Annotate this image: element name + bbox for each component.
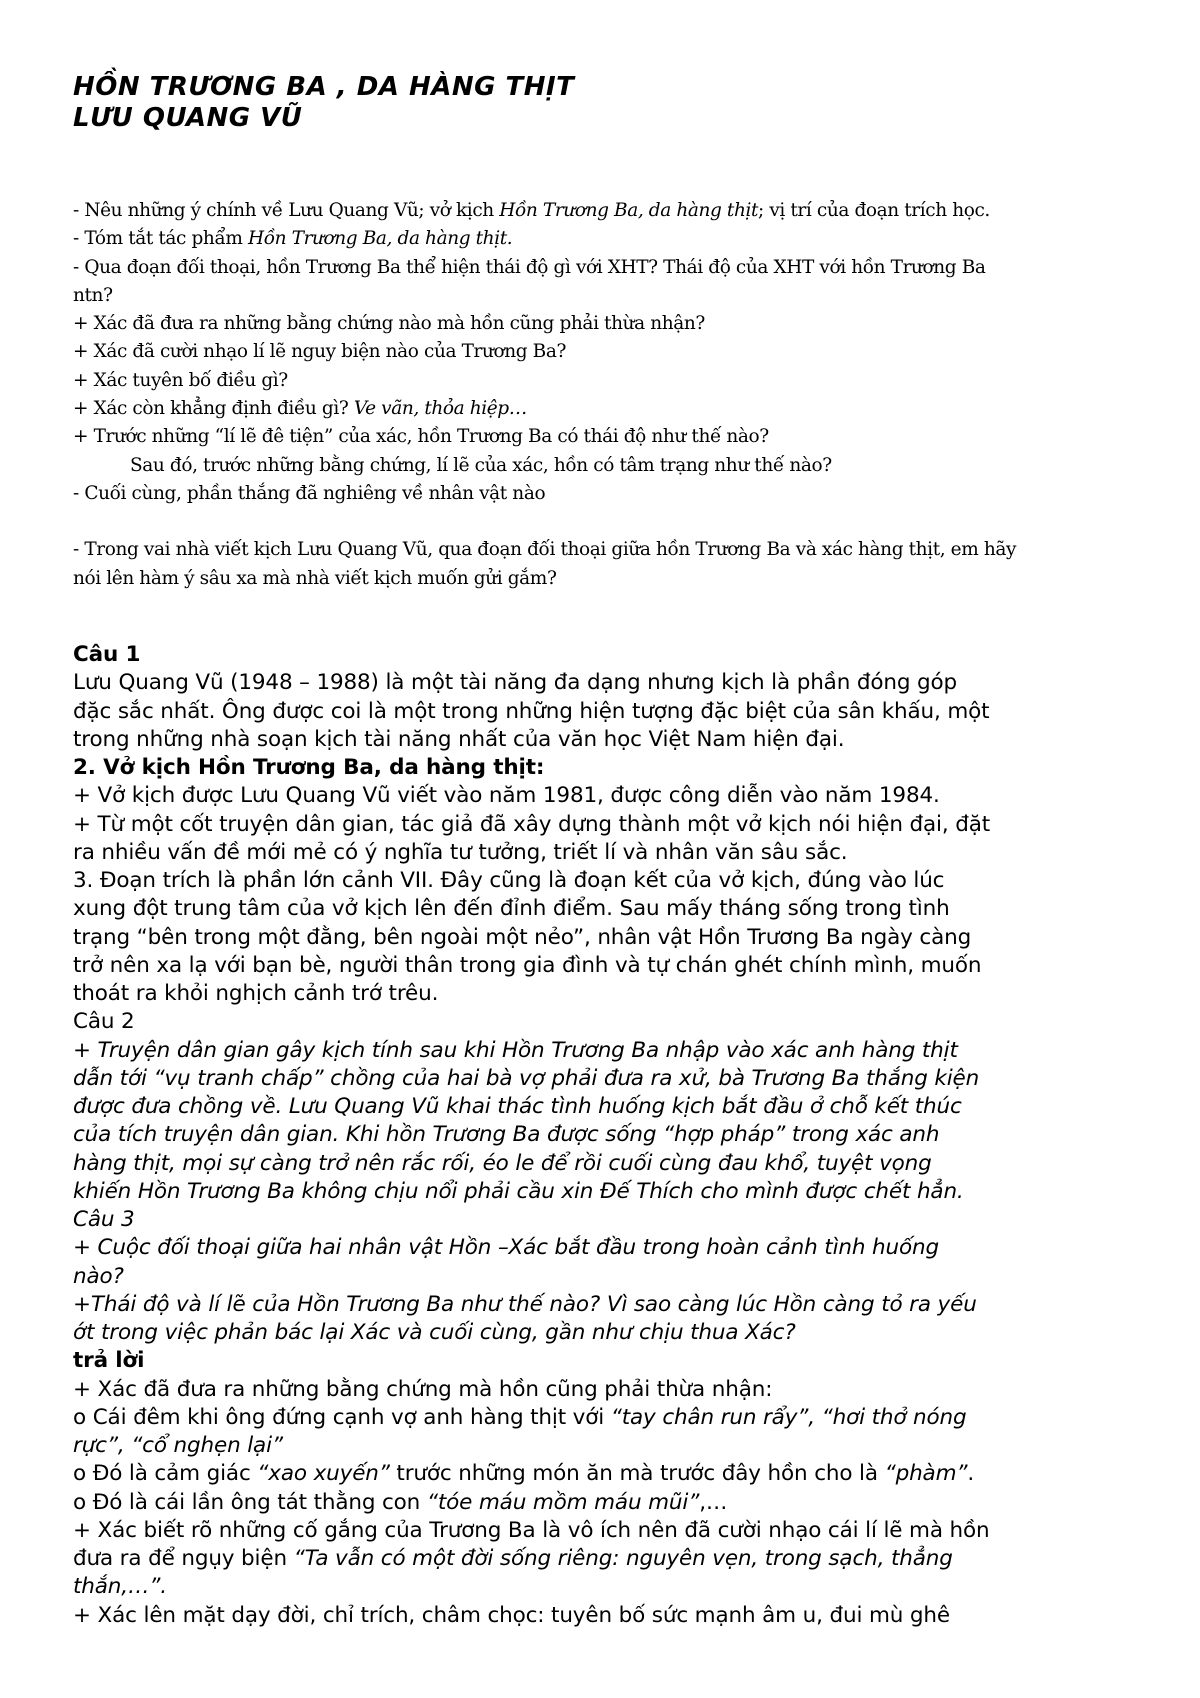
- answer-line: + Từ một cốt truyện dân gian, tác giả đã xây dựng thành một vở kịch nói hiện đại, đặt: [73, 811, 991, 837]
- question-line: + Xác còn khẳng định điều gì? Ve vãn, thỏa hiệp…: [73, 398, 527, 420]
- answer-line: trong những nhà soạn kịch tài năng nhất của văn học Việt Nam hiện đại.: [73, 726, 845, 752]
- question-line: + Trước những “lí lẽ đê tiện” của xác, hồn Trương Ba có thái độ như thế nào?: [73, 426, 769, 448]
- answer-line: + Vở kịch được Lưu Quang Vũ viết vào năm 1981, được công diễn vào năm 1984.: [73, 783, 940, 809]
- answer-line: hàng thịt, mọi sự càng trở nên rắc rối, éo le để rồi cuối cùng đau khổ, tuyệt vọng: [73, 1150, 932, 1176]
- answer-line: đưa ra để ngụy biện “Ta vẫn có một đời sống riêng: nguyên vẹn, trong sạch, thẳng: [73, 1546, 953, 1571]
- answer-section: [73, 641, 1148, 1630]
- title-line-2: LƯU QUANG VŨ: [73, 103, 303, 133]
- answer-line: dẫn tới “vụ tranh chấp” chồng của hai bà vợ phải đưa ra xử, bà Trương Ba thắng kiện: [73, 1065, 980, 1091]
- answer-line: 3. Đoạn trích là phần lớn cảnh VII. Đây cũng là đoạn kết của vở kịch, đúng vào lúc: [73, 868, 945, 893]
- question-line: nói lên hàm ý sâu xa mà nhà viết kịch muốn gửi gắm?: [73, 567, 557, 589]
- question-line: - Cuối cùng, phần thắng đã nghiêng về nhân vật nào: [73, 482, 546, 504]
- question-line: + Xác đã đưa ra những bằng chứng nào mà hồn cũng phải thừa nhận?: [73, 313, 705, 335]
- section-heading: 2. Vở kịch Hồn Trương Ba, da hàng thịt:: [73, 755, 545, 780]
- title-line-1: HỒN TRƯƠNG BA , DA HÀNG THỊT: [73, 72, 575, 102]
- section-heading: Câu 2: [73, 1009, 135, 1035]
- answer-line: thoát ra khỏi nghịch cảnh trớ trêu.: [73, 981, 439, 1006]
- answer-line: + Xác lên mặt dạy đời, chỉ trích, châm chọc: tuyên bố sức mạnh âm u, đui mù ghê: [73, 1602, 950, 1628]
- answer-line: + Xác biết rõ những cố gắng của Trương Ba là vô ích nên đã cười nhạo cái lí lẽ mà hồn: [73, 1517, 990, 1543]
- answer-line: rực”, “cổ nghẹn lại”: [73, 1433, 283, 1458]
- question-line: + Xác đã cười nhạo lí lẽ nguy biện nào của Trương Ba?: [73, 341, 566, 363]
- answer-line: thắn,…”.: [73, 1574, 167, 1600]
- answer-line: +Thái độ và lí lẽ của Hồn Trương Ba như thế nào? Vì sao càng lúc Hồn càng tỏ ra yếu: [73, 1291, 977, 1317]
- section-heading: trả lời: [73, 1348, 145, 1374]
- answer-line: trạng “bên trong một đằng, bên ngoài một nẻo”, nhân vật Hồn Trương Ba ngày càng: [73, 924, 972, 950]
- question-line: - Tóm tắt tác phẩm Hồn Trương Ba, da hàng thịt.: [73, 228, 513, 250]
- answer-line: nào?: [73, 1263, 124, 1289]
- answer-line: + Xác đã đưa ra những bằng chứng mà hồn cũng phải thừa nhận:: [73, 1376, 773, 1402]
- section-heading: Câu 3: [73, 1207, 135, 1232]
- answer-line: trở nên xa lạ với bạn bè, người thân trong gia đình và tự chán ghét chính mình, muốn: [73, 952, 982, 978]
- document-title: [73, 72, 574, 134]
- answer-line: o Đó là cái lần ông tát thằng con “tóe máu mồm máu mũi”,…: [73, 1489, 728, 1515]
- answer-line: xung đột trung tâm của vở kịch lên đến đỉnh điểm. Sau mấy tháng sống trong tình: [73, 896, 950, 922]
- answer-line: o Đó là cảm giác “xao xuyến” trước những món ăn mà trước đây hồn cho là “phàm”.: [73, 1461, 975, 1487]
- answer-line: + Truyện dân gian gây kịch tính sau khi Hồn Trương Ba nhập vào xác anh hàng thịt: [73, 1037, 958, 1063]
- question-line: Sau đó, trước những bằng chứng, lí lẽ của xác, hồn có tâm trạng như thế nào?: [130, 454, 832, 476]
- answer-line: được đưa chồng về. Lưu Quang Vũ khai thác tình huống kịch bắt đầu ở chỗ kết thúc: [73, 1094, 962, 1119]
- question-line: ntn?: [73, 284, 113, 306]
- question-line: - Nêu những ý chính về Lưu Quang Vũ; vở kịch Hồn Trương Ba, da hàng thịt; vị trí của đoạn trích học.: [73, 200, 990, 221]
- answer-line: đặc sắc nhất. Ông được coi là một trong những hiện tượng đặc biệt của sân khấu, một: [73, 698, 990, 724]
- answer-line: ra nhiều vấn đề mới mẻ có ý nghĩa tư tưởng, triết lí và nhân văn sâu sắc.: [73, 839, 848, 865]
- question-line: - Trong vai nhà viết kịch Lưu Quang Vũ, qua đoạn đối thoại giữa hồn Trương Ba và xác hàng thịt, em hãy: [73, 539, 1017, 561]
- paragraph-gap: [73, 508, 1133, 536]
- section-heading: Câu 1: [73, 642, 141, 667]
- answer-line: o Cái đêm khi ông đứng cạnh vợ anh hàng thịt với “tay chân run rẩy”, “hơi thở nóng: [73, 1404, 967, 1430]
- question-list: [73, 197, 1133, 593]
- answer-line: khiến Hồn Trương Ba không chịu nổi phải cầu xin Đế Thích cho mình được chết hẳn.: [73, 1178, 964, 1204]
- answer-line: của tích truyện dân gian. Khi hồn Trương Ba được sống “hợp pháp” trong xác anh: [73, 1122, 940, 1148]
- question-line: + Xác tuyên bố điều gì?: [73, 369, 288, 391]
- answer-line: + Cuộc đối thoại giữa hai nhân vật Hồn –Xác bắt đầu trong hoàn cảnh tình huống: [73, 1235, 939, 1261]
- answer-line: ớt trong việc phản bác lại Xác và cuối cùng, gần như chịu thua Xác?: [73, 1320, 796, 1345]
- question-line: - Qua đoạn đối thoại, hồn Trương Ba thể hiện thái độ gì với XHT? Thái độ của XHT với hồn Trương Ba: [73, 256, 986, 278]
- answer-line: Lưu Quang Vũ (1948 – 1988) là một tài năng đa dạng nhưng kịch là phần đóng góp: [73, 670, 958, 696]
